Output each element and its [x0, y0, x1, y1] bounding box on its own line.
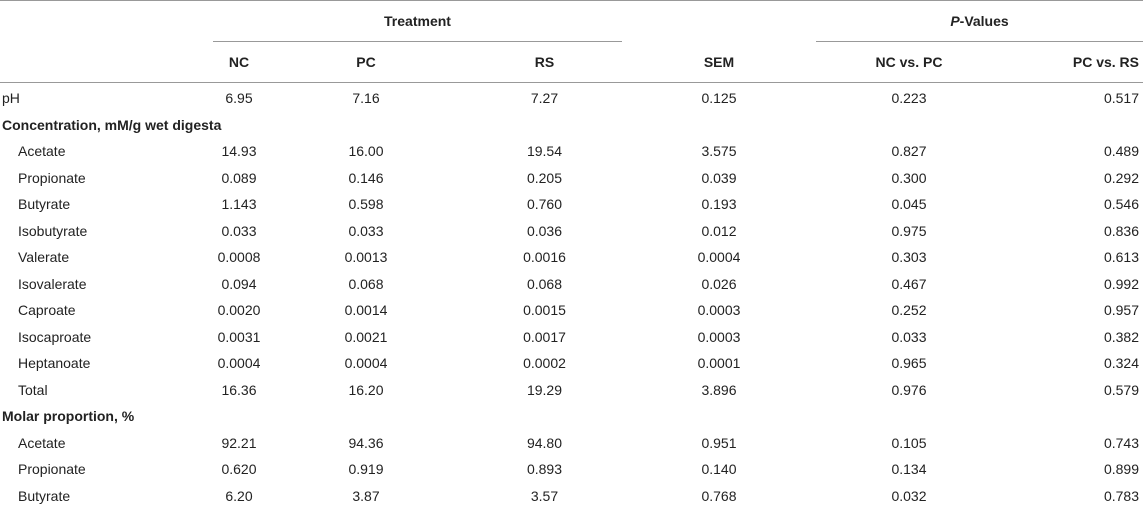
cell-sem: 0.012 [701, 222, 737, 239]
row-label: Heptanoate [18, 355, 91, 372]
row-label: Acetate [18, 434, 66, 451]
row-label: Propionate [18, 169, 86, 186]
table-row [0, 138, 1143, 165]
cell-nc-vs-pc: 0.303 [891, 249, 927, 266]
section-row [0, 403, 1143, 430]
table-row [0, 297, 1143, 324]
cell-nc: 0.0020 [217, 302, 261, 319]
table-row [0, 430, 1143, 457]
cell-nc-vs-pc: 0.134 [891, 461, 927, 478]
header-pc-vs-rs: PC vs. RS [1002, 42, 1143, 83]
cell-pc-vs-rs: 0.292 [1103, 169, 1139, 186]
cell-rs: 0.0016 [523, 249, 566, 266]
table-row [0, 218, 1143, 245]
cell-pc-vs-rs: 0.899 [1103, 461, 1139, 478]
header-treatment: Treatment [213, 1, 622, 42]
cell-pc: 16.20 [348, 381, 384, 398]
cell-rs: 0.0017 [523, 328, 566, 345]
header-pvalues [816, 1, 1143, 42]
cell-nc: 6.95 [225, 90, 253, 107]
header-pvalues-italic: P [950, 13, 960, 29]
cell-pc: 0.0013 [344, 249, 388, 266]
cell-rs: 19.54 [526, 143, 563, 160]
cell-nc: 0.0031 [217, 328, 261, 345]
section-row [0, 112, 1143, 139]
cell-sem: 0.0003 [697, 328, 741, 345]
cell-rs: 0.893 [526, 461, 563, 478]
cell-rs: 0.0002 [523, 355, 566, 372]
section-label: Molar proportion, % [2, 408, 135, 425]
cell-pc-vs-rs: 0.613 [1103, 249, 1139, 266]
cell-nc-vs-pc: 0.965 [891, 355, 927, 372]
table-row [0, 244, 1143, 271]
cell-pc-vs-rs: 0.783 [1103, 487, 1139, 504]
cell-pc-vs-rs: 0.382 [1103, 328, 1139, 345]
cell-pc: 0.598 [348, 196, 384, 213]
section-label: Concentration, mM/g wet digesta [2, 116, 222, 133]
cell-pc-vs-rs: 0.517 [1103, 90, 1139, 107]
cell-nc: 0.089 [221, 169, 257, 186]
cell-pc: 0.0021 [344, 328, 388, 345]
cell-rs: 94.80 [526, 434, 563, 451]
cell-nc: 0.094 [221, 275, 257, 292]
cell-pc-vs-rs: 0.836 [1103, 222, 1139, 239]
cell-rs: 3.57 [530, 487, 559, 504]
cell-nc-vs-pc: 0.467 [891, 275, 927, 292]
cell-sem: 0.140 [701, 461, 737, 478]
row-label: Caproate [18, 302, 76, 319]
table-row [0, 324, 1143, 351]
cell-nc: 0.620 [221, 461, 257, 478]
row-label: Total [18, 381, 48, 398]
cell-pc: 16.00 [348, 143, 384, 160]
cell-nc: 1.143 [221, 196, 257, 213]
cell-nc-vs-pc: 0.975 [891, 222, 927, 239]
cell-sem: 0.951 [701, 434, 737, 451]
cell-pc-vs-rs: 0.546 [1103, 196, 1139, 213]
cell-nc-vs-pc: 0.976 [891, 381, 927, 398]
cell-nc: 16.36 [221, 381, 257, 398]
cell-sem: 0.0001 [697, 355, 741, 372]
cell-nc-vs-pc: 0.252 [891, 302, 927, 319]
row-label: Acetate [18, 143, 66, 160]
cell-nc-vs-pc: 0.105 [891, 434, 927, 451]
cell-nc: 6.20 [225, 487, 253, 504]
cell-pc: 0.068 [348, 275, 384, 292]
cell-pc: 3.87 [352, 487, 380, 504]
row-label: Butyrate [18, 487, 71, 504]
header-pc: PC [265, 42, 467, 83]
row-label: Propionate [18, 461, 86, 478]
header-rs: RS [467, 42, 622, 83]
cell-pc-vs-rs: 0.579 [1103, 381, 1139, 398]
cell-rs: 19.29 [526, 381, 563, 398]
header-pvalues-rest: -Values [959, 13, 1009, 29]
row-label: Butyrate [18, 196, 71, 213]
cell-rs: 0.205 [526, 169, 563, 186]
cell-nc-vs-pc: 0.033 [891, 328, 927, 345]
cell-sem: 0.125 [701, 90, 737, 107]
header-sem: SEM [622, 42, 816, 83]
cell-nc-vs-pc: 0.223 [891, 90, 927, 107]
cell-nc: 0.033 [221, 222, 257, 239]
table-row [0, 377, 1143, 404]
table-row [0, 456, 1143, 483]
header-empty-sem [622, 1, 816, 42]
cell-rs: 0.068 [526, 275, 563, 292]
cell-nc-vs-pc: 0.827 [891, 143, 927, 160]
cell-sem: 0.0004 [697, 249, 741, 266]
header-nc: NC [213, 42, 265, 83]
cell-rs: 0.760 [526, 196, 563, 213]
table-row [0, 271, 1143, 298]
cell-nc: 14.93 [221, 143, 257, 160]
header-row-group [0, 1, 1143, 42]
cell-nc: 92.21 [221, 434, 257, 451]
cell-pc: 0.033 [348, 222, 384, 239]
row-label: Isobutyrate [18, 222, 88, 239]
cell-pc: 0.146 [348, 169, 384, 186]
header-empty [0, 1, 213, 42]
cell-rs: 0.036 [526, 222, 563, 239]
row-label: pH [2, 90, 20, 107]
cell-pc: 7.16 [352, 90, 380, 107]
table-row [0, 483, 1143, 510]
cell-sem: 0.193 [701, 196, 737, 213]
table-row [0, 191, 1143, 218]
cell-pc-vs-rs: 0.324 [1103, 355, 1139, 372]
cell-rs: 0.0015 [523, 302, 566, 319]
cell-nc: 0.0004 [217, 355, 261, 372]
header-nc-vs-pc: NC vs. PC [816, 42, 1002, 83]
cell-sem: 3.896 [701, 381, 737, 398]
cell-nc-vs-pc: 0.045 [891, 196, 927, 213]
cell-sem: 0.768 [701, 487, 737, 504]
cell-sem: 0.026 [701, 275, 737, 292]
cell-pc-vs-rs: 0.743 [1103, 434, 1139, 451]
table-body [0, 83, 1143, 510]
cell-sem: 3.575 [701, 143, 737, 160]
cell-pc: 0.0004 [344, 355, 388, 372]
table-row [0, 165, 1143, 192]
cell-nc: 0.0008 [217, 249, 261, 266]
cell-rs: 7.27 [530, 90, 559, 107]
cell-pc-vs-rs: 0.489 [1103, 143, 1139, 160]
row-label: Valerate [18, 249, 70, 266]
cell-nc-vs-pc: 0.300 [891, 169, 927, 186]
cell-pc: 0.0014 [344, 302, 388, 319]
row-label: Isovalerate [18, 275, 87, 292]
cell-pc: 0.919 [348, 461, 384, 478]
cell-pc-vs-rs: 0.992 [1103, 275, 1139, 292]
cell-sem: 0.0003 [697, 302, 741, 319]
cell-sem: 0.039 [701, 169, 737, 186]
row-label: Isocaproate [18, 328, 92, 345]
table-row [0, 350, 1143, 377]
header-label-col [0, 42, 213, 83]
cell-pc: 94.36 [348, 434, 384, 451]
cell-nc-vs-pc: 0.032 [891, 487, 927, 504]
cell-pc-vs-rs: 0.957 [1103, 302, 1139, 319]
table-row [0, 83, 1143, 112]
header-row-columns [0, 42, 1143, 83]
